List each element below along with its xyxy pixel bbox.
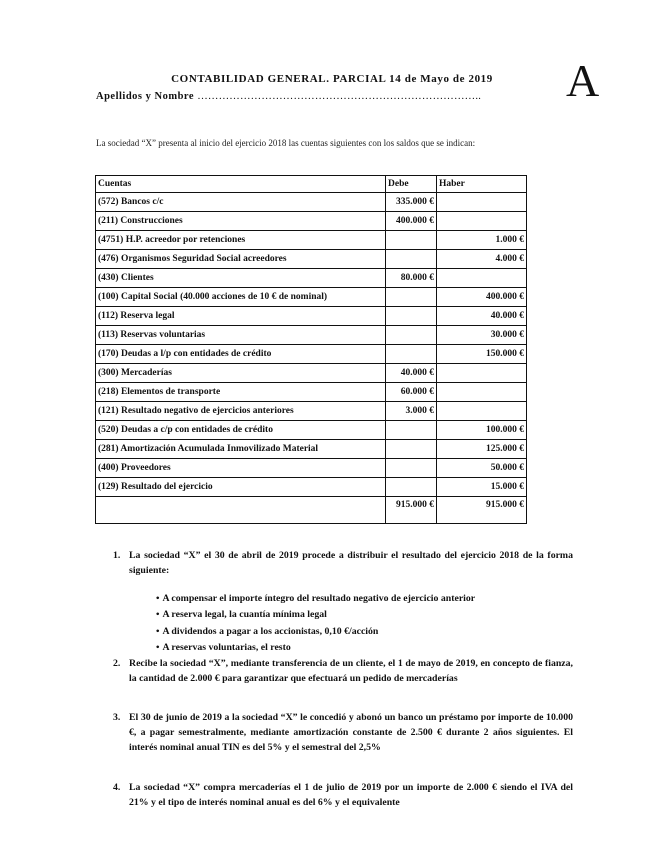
bullet-icon: • [156, 609, 160, 620]
question-number: 4. [113, 782, 121, 793]
cell-debe [386, 440, 437, 459]
name-line [96, 91, 481, 102]
cell-haber [437, 212, 527, 231]
cell-cuenta: (4751) H.P. acreedor por retenciones [96, 231, 386, 250]
total-debe: 915.000 € [386, 497, 437, 524]
table-row [96, 212, 527, 231]
distribution-item-text: A reservas voluntarias, el resto [162, 642, 291, 653]
cell-haber [437, 402, 527, 421]
table-row [96, 440, 527, 459]
table-total-row [96, 497, 527, 524]
question-text: La sociedad “X” compra mercaderías el 1 de julio de 2019 por un importe de 2.000 € siendo el IVA del 21% y el tipo de interés nominal anual es del 6% y el equivalente [129, 782, 573, 808]
table-row [96, 478, 527, 497]
cell-debe: 3.000 € [386, 402, 437, 421]
exam-version-letter: A [566, 55, 600, 106]
cell-cuenta: (113) Reservas voluntarias [96, 326, 386, 345]
cell-cuenta: (400) Proveedores [96, 459, 386, 478]
cell-haber: 4.000 € [437, 250, 527, 269]
cell-cuenta: (520) Deudas a c/p con entidades de crédito [96, 421, 386, 440]
total-label-cell [96, 497, 386, 524]
cell-debe [386, 478, 437, 497]
table-row [96, 421, 527, 440]
header-cuentas: Cuentas [96, 176, 386, 193]
cell-debe: 400.000 € [386, 212, 437, 231]
cell-cuenta: (218) Elementos de transporte [96, 383, 386, 402]
cell-haber: 40.000 € [437, 307, 527, 326]
distribution-item [156, 624, 378, 639]
cell-debe: 335.000 € [386, 193, 437, 212]
question-number: 3. [113, 712, 121, 723]
cell-debe [386, 288, 437, 307]
question-1 [113, 548, 573, 578]
table-row [96, 345, 527, 364]
cell-cuenta: (281) Amortización Acumulada Inmovilizado Material [96, 440, 386, 459]
cell-cuenta: (121) Resultado negativo de ejercicios anteriores [96, 402, 386, 421]
table-header-row [96, 176, 527, 193]
question-number: 2. [113, 658, 121, 669]
table-row [96, 250, 527, 269]
cell-debe: 40.000 € [386, 364, 437, 383]
cell-debe: 60.000 € [386, 383, 437, 402]
question-text: La sociedad “X” el 30 de abril de 2019 procede a distribuir el resultado del ejercicio 2018 de la forma siguiente: [129, 550, 573, 576]
header-debe: Debe [386, 176, 437, 193]
table-row [96, 402, 527, 421]
intro-paragraph: La sociedad “X” presenta al inicio del ejercicio 2018 las cuentas siguientes con los saldos que se indican: [96, 138, 476, 148]
name-label: Apellidos y Nombre [96, 91, 195, 102]
cell-haber [437, 383, 527, 402]
cell-haber: 150.000 € [437, 345, 527, 364]
distribution-item [156, 640, 291, 655]
cell-haber [437, 364, 527, 383]
cell-haber: 15.000 € [437, 478, 527, 497]
table-row [96, 459, 527, 478]
cell-cuenta: (100) Capital Social (40.000 acciones de 10 € de nominal) [96, 288, 386, 307]
cell-debe [386, 459, 437, 478]
bullet-icon: • [156, 626, 160, 637]
cell-cuenta: (170) Deudas a l/p con entidades de crédito [96, 345, 386, 364]
cell-debe [386, 307, 437, 326]
cell-cuenta: (476) Organismos Seguridad Social acreedores [96, 250, 386, 269]
bullet-icon: • [156, 642, 160, 653]
cell-debe [386, 345, 437, 364]
cell-haber: 30.000 € [437, 326, 527, 345]
table-row [96, 231, 527, 250]
cell-cuenta: (430) Clientes [96, 269, 386, 288]
distribution-item [156, 607, 327, 622]
question-4 [113, 780, 573, 810]
cell-debe [386, 326, 437, 345]
table-row [96, 307, 527, 326]
table-row [96, 288, 527, 307]
cell-debe [386, 231, 437, 250]
cell-cuenta: (112) Reserva legal [96, 307, 386, 326]
cell-debe: 80.000 € [386, 269, 437, 288]
table-row [96, 326, 527, 345]
cell-debe [386, 250, 437, 269]
total-haber: 915.000 € [437, 497, 527, 524]
question-text: El 30 de junio de 2019 a la sociedad “X” le concedió y abonó un banco un préstamo por importe de 10.000 €, a pagar semestralmente, mediante amortización constante de 2.500 € durante 2 años siguientes. El interés nominal anual TIN es del 5% y el semestral del 2,5% [129, 712, 573, 753]
distribution-item [156, 591, 475, 606]
accounts-table [95, 175, 527, 524]
exam-title: CONTABILIDAD GENERAL. PARCIAL 14 de Mayo de 2019 [171, 73, 493, 85]
cell-haber: 100.000 € [437, 421, 527, 440]
distribution-item-text: A compensar el importe íntegro del resultado negativo de ejercicio anterior [162, 593, 476, 604]
cell-haber: 1.000 € [437, 231, 527, 250]
distribution-item-text: A reserva legal, la cuantía mínima legal [162, 609, 327, 620]
cell-cuenta: (300) Mercaderías [96, 364, 386, 383]
distribution-item-text: A dividendos a pagar a los accionistas, 0,10 €/acción [162, 626, 379, 637]
question-3 [113, 710, 573, 755]
cell-haber [437, 269, 527, 288]
cell-cuenta: (211) Construcciones [96, 212, 386, 231]
table-row [96, 193, 527, 212]
cell-cuenta: (129) Resultado del ejercicio [96, 478, 386, 497]
name-dots: …………………………………………………………………….. [197, 91, 482, 102]
cell-haber: 50.000 € [437, 459, 527, 478]
bullet-icon: • [156, 593, 160, 604]
header-haber: Haber [437, 176, 527, 193]
question-text: Recibe la sociedad “X”, mediante transferencia de un cliente, el 1 de mayo de 2019, en concepto de fianza, la cantidad de 2.000 € para garantizar que efectuará un pedido de mercaderías [129, 658, 573, 684]
table-row [96, 364, 527, 383]
question-number: 1. [113, 550, 121, 561]
cell-haber [437, 193, 527, 212]
cell-debe [386, 421, 437, 440]
cell-haber: 400.000 € [437, 288, 527, 307]
table-row [96, 269, 527, 288]
cell-haber: 125.000 € [437, 440, 527, 459]
cell-cuenta: (572) Bancos c/c [96, 193, 386, 212]
question-2 [113, 656, 573, 686]
table-row [96, 383, 527, 402]
